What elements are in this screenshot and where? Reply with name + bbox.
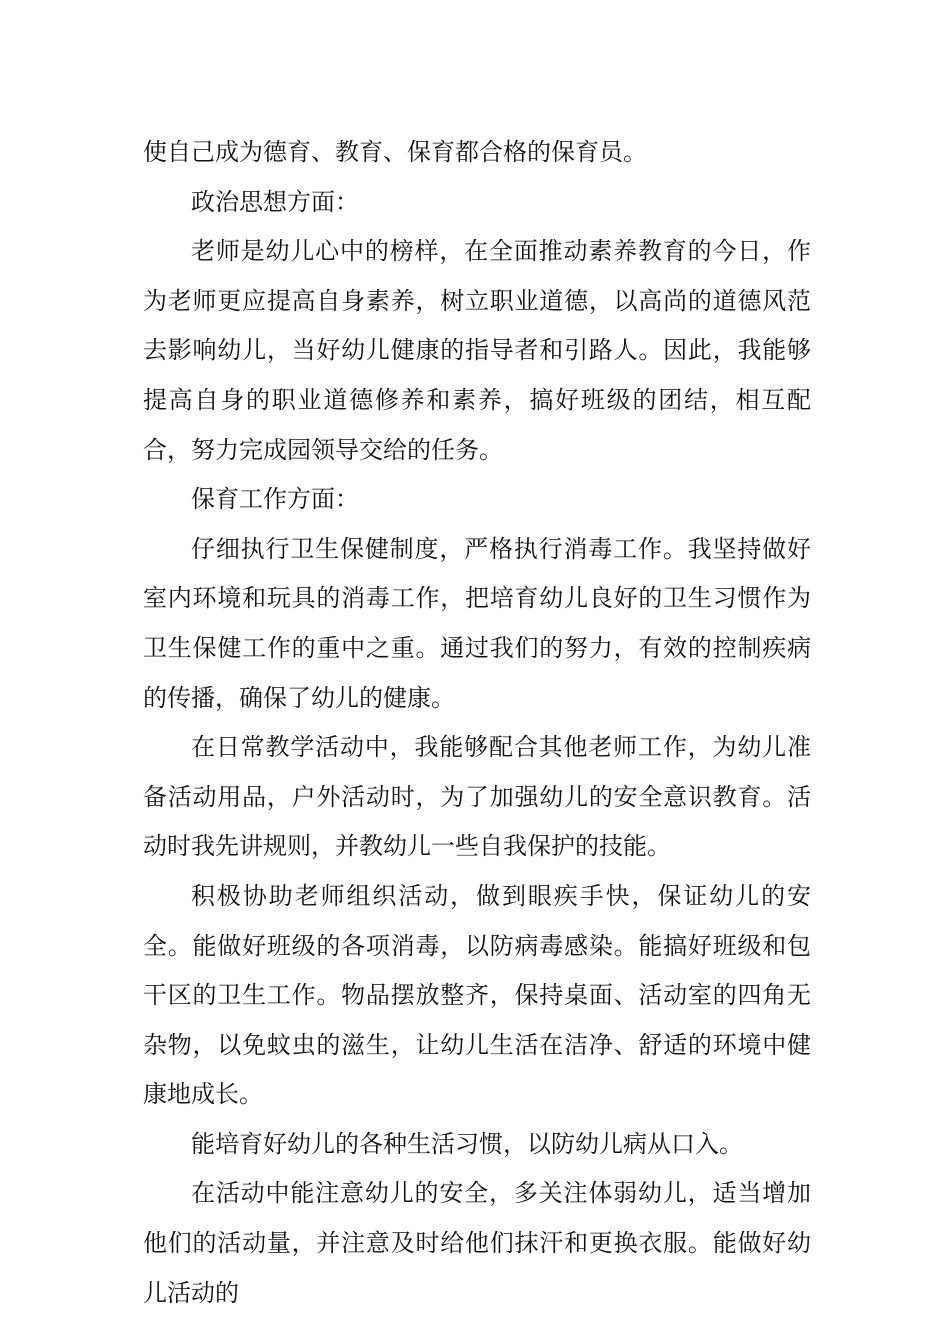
- paragraph-political: 老师是幼儿心中的榜样，在全面推动素养教育的今日，作为老师更应提高自身素养，树立职业道德，以高尚的道德风范去影响幼儿，当好幼儿健康的指导者和引路人。因此，我能够提高自身的职业道德修养和素养，搞好班级的团结，相互配合，努力完成园领导交给的任务。: [143, 237, 811, 464]
- paragraph-habits: 能培育好幼儿的各种生活习惯，以防幼儿病从口入。: [191, 1129, 743, 1158]
- paragraph-continuation: 使自己成为德育、教育、保育都合格的保育员。: [143, 138, 647, 166]
- section-heading-political: 政治思想方面：: [191, 187, 359, 216]
- paragraph-teaching: 在日常教学活动中，我能够配合其他老师工作，为幼儿准备活动用品，户外活动时，为了加强幼儿的安全意识教育。活动时我先讲规则，并教幼儿一些自我保护的技能。: [143, 733, 811, 861]
- document-body: [143, 128, 811, 1318]
- paragraph-hygiene: 仔细执行卫生保健制度，严格执行消毒工作。我坚持做好室内环境和玩具的消毒工作，把培育幼儿良好的卫生习惯作为卫生保健工作的重中之重。通过我们的努力，有效的控制疾病的传播，确保了幼儿的健康。: [143, 534, 811, 712]
- paragraph-assist: 积极协助老师组织活动，做到眼疾手快，保证幼儿的安全。能做好班级的各项消毒，以防病毒感染。能搞好班级和包干区的卫生工作。物品摆放整齐，保持桌面、活动室的四角无杂物，以免蚊虫的滋生，让幼儿生活在洁净、舒适的环境中健康地成长。: [143, 881, 811, 1109]
- section-heading-care-work: 保育工作方面：: [191, 485, 359, 514]
- paragraph-safety: 在活动中能注意幼儿的安全，多关注体弱幼儿，适当增加他们的活动量，并注意及时给他们抹汗和更换衣服。能做好幼儿活动的: [143, 1179, 811, 1307]
